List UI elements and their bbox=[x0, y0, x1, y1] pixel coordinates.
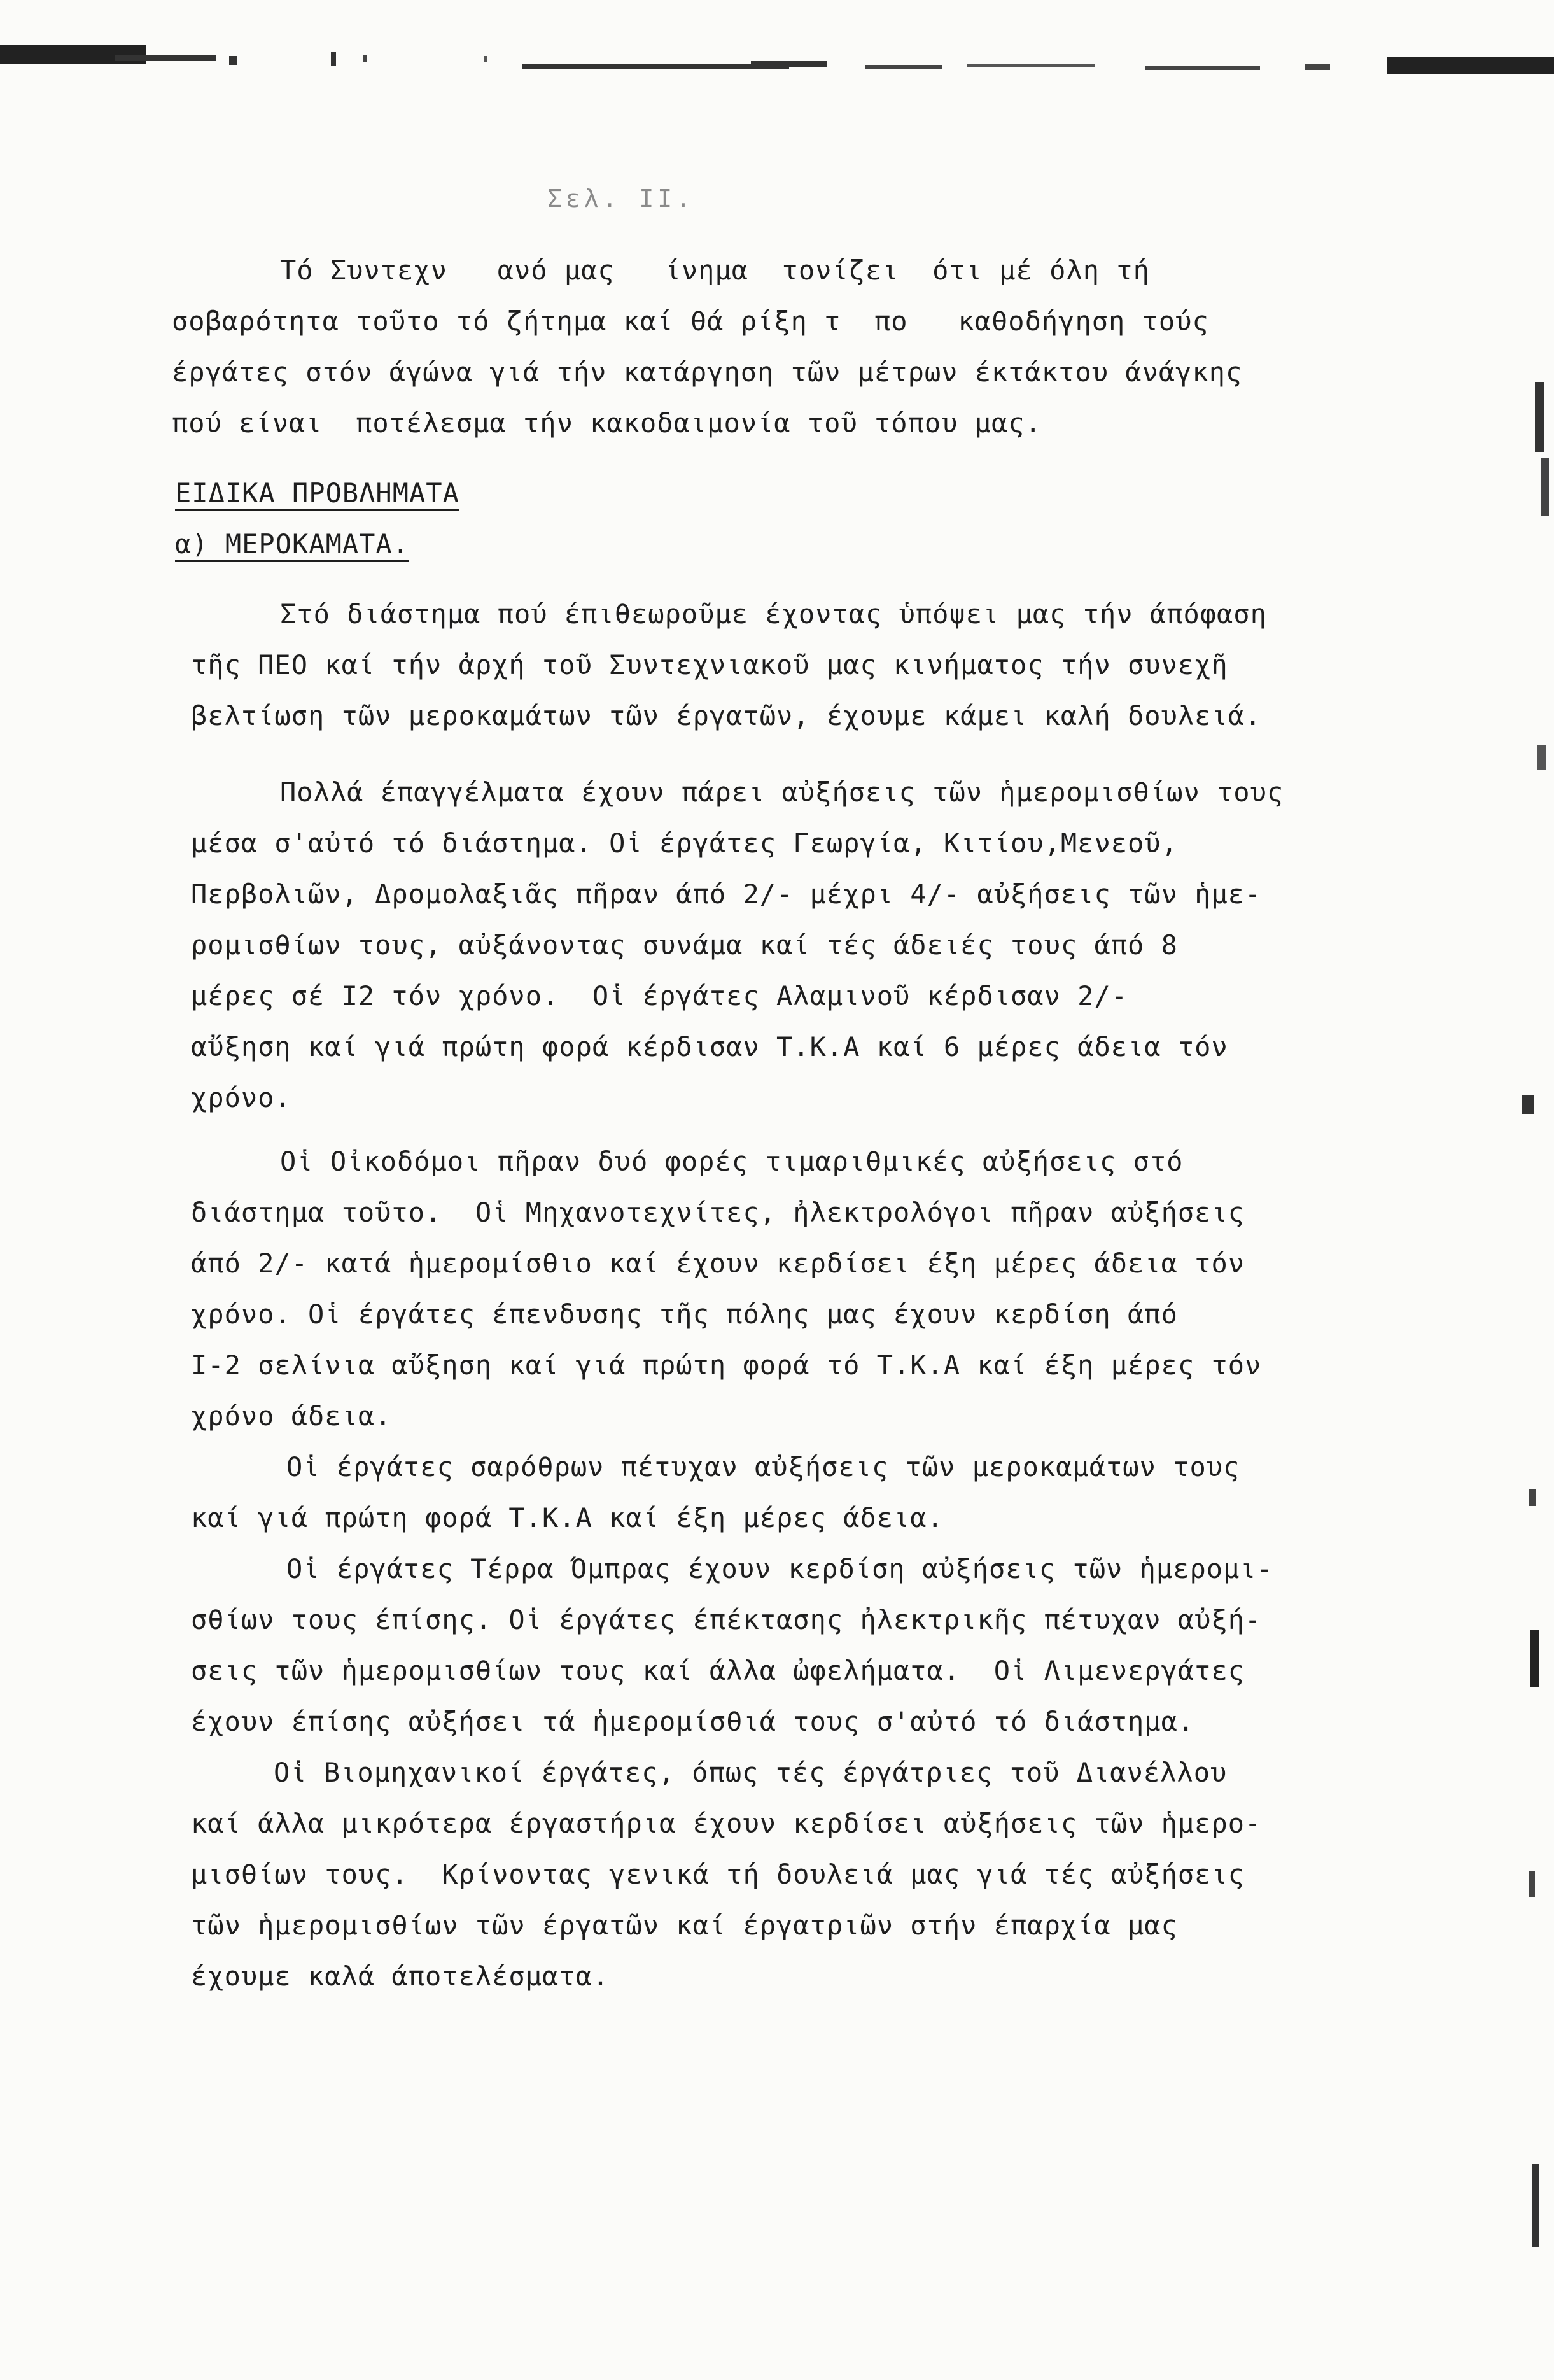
paragraph-line: βελτίωση τῶν μεροκαμάτων τῶν έργατῶν, έχουμε κάμει καλή δουλειά. bbox=[191, 700, 1262, 731]
paragraph-line: μισθίων τους. Κρίνοντας γενικά τή δουλειά μας γιά τές αὐξήσεις bbox=[191, 1859, 1245, 1890]
paragraph-line: Οἱ έργάτες Τέρρα Όμπρας έχουν κερδίση αὐξήσεις τῶν ἡμερομι- bbox=[286, 1553, 1273, 1584]
paragraph-line: χρόνο άδεια. bbox=[191, 1400, 392, 1432]
subsection-heading: α) ΜΕΡΟΚΑΜΑΤΑ. bbox=[175, 528, 410, 560]
paragraph-line: Ι-2 σελίνια αὔξηση καί γιά πρώτη φορά τό Τ.Κ.Α καί έξη μέρες τόν bbox=[191, 1349, 1262, 1381]
paragraph-line: Στό διάστημα πού έπιθεωροῦμε έχοντας ὑπόψει μας τήν άπόφαση bbox=[280, 598, 1267, 630]
paragraph-line: αὔξηση καί γιά πρώτη φορά κέρδισαν Τ.Κ.Α καί 6 μέρες άδεια τόν bbox=[191, 1031, 1228, 1062]
paragraph-line: διάστημα τοῦτο. Οἱ Μηχανοτεχνίτες, ἠλεκτρολόγοι πῆραν αὐξήσεις bbox=[191, 1197, 1245, 1228]
page-number: Σελ. ΙΙ. bbox=[547, 185, 695, 213]
paragraph-line: σεις τῶν ἡμερομισθίων τους καί άλλα ὠφελήματα. Οἱ Λιμενεργάτες bbox=[191, 1655, 1245, 1686]
paragraph-line: τῶν ἡμερομισθίων τῶν έργατῶν καί έργατριῶν στήν έπαρχία μας bbox=[191, 1910, 1178, 1941]
scan-noise-top bbox=[0, 0, 1554, 89]
paragraph-line: Πολλά έπαγγέλματα έχουν πάρει αὐξήσεις τῶν ἡμερομισθίων τους bbox=[280, 777, 1284, 808]
paragraph-line: ρομισθίων τους, αὐξάνοντας συνάμα καί τές άδειές τους άπό 8 bbox=[191, 929, 1178, 961]
paragraph-line: Οἱ έργάτες σαρόθρων πέτυχαν αὐξήσεις τῶν μεροκαμάτων τους bbox=[286, 1451, 1240, 1482]
paragraph-line: μέρες σέ Ι2 τόν χρόνο. Οἱ έργάτες Αλαμινοῦ κέρδισαν 2/- bbox=[191, 980, 1128, 1011]
paragraph-line: χρόνο. bbox=[191, 1082, 291, 1113]
intro-line: έργάτες στόν άγώνα γιά τήν κατάργηση τῶν μέτρων έκτάκτου άνάγκης bbox=[172, 356, 1243, 388]
paragraph-line: καί γιά πρώτη φορά Τ.Κ.Α καί έξη μέρες άδεια. bbox=[191, 1502, 944, 1533]
paragraph-line: τῆς ΠΕΟ καί τήν ἀρχή τοῦ Συντεχνιακοῦ μας κινήματος τήν συνεχῆ bbox=[191, 649, 1228, 680]
intro-line: Τό Συντεχν ανό μας ίνημα τονίζει ότι μέ όλη τή bbox=[280, 255, 1150, 286]
paragraph-line: άπό 2/- κατά ἡμερομίσθιο καί έχουν κερδίσει έξη μέρες άδεια τόν bbox=[191, 1248, 1245, 1279]
intro-line: σοβαρότητα τοῦτο τό ζήτημα καί θά ρίξη τ πο καθοδήγηση τούς bbox=[172, 306, 1209, 337]
paragraph-line: χρόνο. Οἱ έργάτες έπενδυσης τῆς πόλης μας έχουν κερδίση άπό bbox=[191, 1299, 1178, 1330]
paragraph-line: Οἱ Βιομηχανικοί έργάτες, όπως τές έργάτριες τοῦ Διανέλλου bbox=[274, 1757, 1228, 1788]
section-heading: ΕΙΔΙΚΑ ΠΡΟΒΛΗΜΑΤΑ bbox=[175, 477, 459, 509]
paragraph-line: έχουμε καλά άποτελέσματα. bbox=[191, 1961, 610, 1992]
paragraph-line: καί άλλα μικρότερα έργαστήρια έχουν κερδίσει αὐξήσεις τῶν ἡμερο- bbox=[191, 1808, 1262, 1839]
paragraph-line: μέσα σ'αὐτό τό διάστημα. Οἱ έργάτες Γεωργία, Κιτίου,Μενεοῦ, bbox=[191, 827, 1178, 859]
paragraph-line: σθίων τους έπίσης. Οἱ έργάτες έπέκτασης ἠλεκτρικῆς πέτυχαν αὐξή- bbox=[191, 1604, 1262, 1635]
scan-noise-right-margin bbox=[1497, 191, 1554, 2292]
paragraph-line: Περβολιῶν, Δρομολαξιᾶς πῆραν άπό 2/- μέχρι 4/- αὐξήσεις τῶν ἡμε- bbox=[191, 878, 1262, 910]
paragraph-line: έχουν έπίσης αὐξήσει τά ἡμερομίσθιά τους σ'αὐτό τό διάστημα. bbox=[191, 1706, 1195, 1737]
paragraph-line: Οἱ Οἰκοδόμοι πῆραν δυό φορές τιμαριθμικές αὐξήσεις στό bbox=[280, 1146, 1184, 1177]
intro-line: πού είναι ποτέλεσμα τήν κακοδαιμονία τοῦ τόπου μας. bbox=[172, 407, 1042, 439]
